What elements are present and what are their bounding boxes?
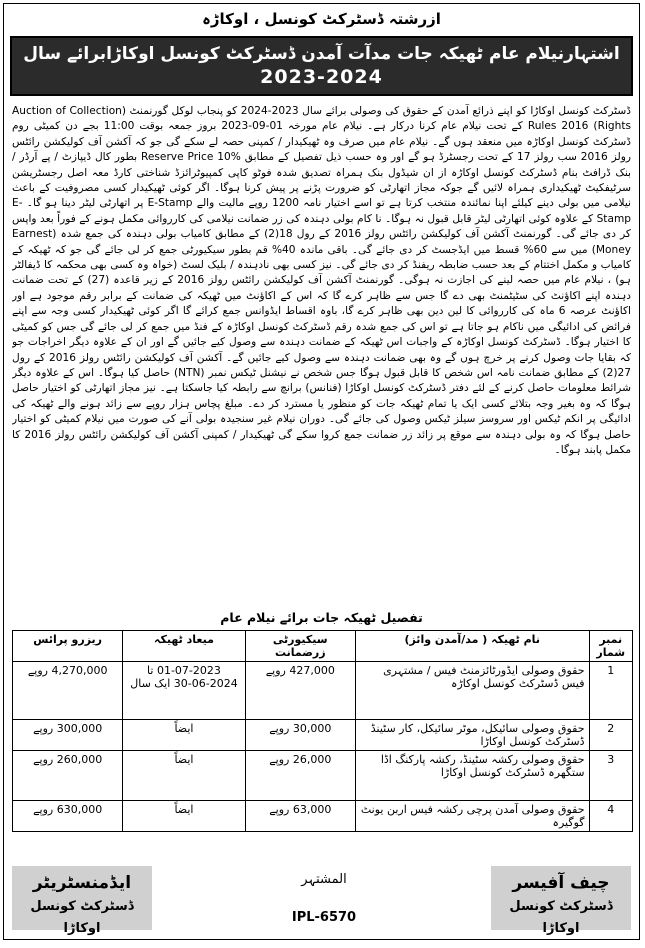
row-name: حقوق وصولی سائیکل، موٹر سائیکل، کار سٹینڈ ڈسٹرکٹ کونسل اوکاڑا [355,720,589,751]
row-security: 427,000 روپے [245,662,355,720]
table-row [13,720,633,751]
table-row [13,801,633,832]
chief-officer-office: ڈسٹرکٹ کونسل اوکاڑا [509,899,613,936]
row-security: 30,000 روپے [245,720,355,751]
lots-table-heading: تفصیل ٹھیکہ جات برائے نیلام عام [220,610,423,625]
col-reserve: ریزرو پرائس [13,631,123,662]
row-reserve: 630,000 روپے [13,801,123,832]
title-urdu: اشتہارنیلام عام ٹھیکہ جات مدآت آمدن ڈسٹرکٹ کونسل اوکاڑابرائے سال [23,44,620,64]
lots-table [12,630,633,832]
row-serial: 3 [589,751,632,801]
notice-page [3,3,640,940]
administrator-title: ایڈمنسٹریٹر [32,873,132,893]
table-row [13,751,633,801]
notice-body-text: ڈسٹرکٹ کونسل اوکاڑا کو اپنے ذرائع آمدن کے حقوق کی وصولی برائے سال 2023-2024 کو پنجاب لوکل گورنمنٹ (Auction of Collection Rights) Rules 2016 کے تحت نیلام عام کرنا درکار ہے۔ نیلام عام مورخہ 01-09-2023 بروز جمعہ بوقت 11:00 بجے دن کمیٹی روم ڈسٹرکٹ کونسل اوکاڑہ میں منعقد ہوں گے۔ نیلام عام میں صرف وہ ٹھیکیدار / کمپنی حصہ لے سکے گی جو کہ آکشن آف کولیکشن رائٹس رولز 2016 سب رولز 17 کے تحت رجسٹرڈ ہو گے اور وہ حسب ذیل تفصیل کے مطابق Reserve Price 10% بطور کال ڈیپازٹ / پے آرڈر / بنک ڈرافٹ بنام ڈسٹرکٹ کونسل اوکاڑہ از ان شیڈول بنک ہمراہ تصدیق شدہ فوٹو کاپی کمپیوٹرائزڈ شناختی کارڈ معہ اصل رجسٹریشن سرٹیفکیٹ ٹھیکیداری ہمراہ لائیں گے جوکہ مجاز اتھارٹی کو ضرورت پڑنے پر پیش کرنا ہوگا۔ اگر کوئی ٹھیکیدار کسی مصروفیت کے باعث نیلامی میں بولی دینے کیلئے اپنا نمائندہ منتخب کرتا ہے تو اسے اختیار نامہ 1200 روپے مالیت والے E-Stamp پر اتھارٹی لیٹر دینا ہو گا۔ E-Stamp کے علاوہ کوئی اتھارٹی لیٹر قابل قبول نہ ہوگا۔ نا کام بولی دہندہ کی زر ضمانت نیلامی کی کارروائی مکمل ہونے کے فوراً بعد واپس کر دی جائے گی۔ گورنمنٹ آکشن آف کولیکشن رائٹس رولز 2016 کے رول 18(2) کے مطابق کامیاب بولی دہندہ کی جمع شدہ (Earnest Money) میں سے 60% قسط میں ایڈجسٹ کر دی جائے گی۔ باقی ماندہ 40% قم بطور سیکیورٹی جمع کر لی جائے گی جو کہ ٹھیکہ کے کامیاب و مکمل اختتام کے بعد حسب ضابطہ ریفنڈ کر دی جائے گی۔ نیز کسی بھی نادہندہ / بلیک لسٹ (خواہ وہ کسی بھی محکمہ کا ڈیفالٹر ہو) ، نیلام عام میں حصہ لینے کی اجازت نہ ہوگی۔ گورنمنٹ آکشن آف کولیکشن رائٹس رولز 2016 کے زیر قاعدہ (27) کے تحت ضمانت دہندہ اپنے اکاؤنٹ کی سٹیٹمنٹ بھی دے گا جس سے ظاہر کرے گا کہ اس کے اکاؤنٹ میں ٹھیکہ کی ضمانت کے برابر رقم موجود ہے اور اکاؤنٹ عرصہ 6 ماہ کی کارروائی کا لین دین بھی ظاہر کرے گا، باوہ اقساط ایڈوانس جمع کرائے گا اگر کوئی ٹھیکیدار کسی وجہ سے اپنے فرائض کی ادائیگی میں ناکام ہو جاتا ہے تو اس کی جمع شدہ رقم ڈسٹرکٹ کونسل اوکاڑہ کے فنڈ میں جمع کر لی جائے گی جس کو کمیٹی کا اختیار ہوگا۔ ڈسٹرکٹ کونسل اوکاڑہ کے واجبات اس ٹھیکہ کے ضمانت دہندہ سے وصول کیے جائیں گے اور ان کے علاوہ دیگر اخراجات جو کہ بقایا جات وصول کرنے پر خرچ ہوں گے وہ بھی ضمانت دہندہ سے وصول کیے جائیں گے۔ آکشن آف کولیکشن رائٹس رولز 2016 کے رول 27(2) کے مطابق ضمانت نامہ اس شخص کا قابل قبول ہوگا جس شخص نے نیشنل ٹیکس نمبر (NTN) حاصل کیا ہوگا۔ اس کے علاوہ دیگر شرائط معلومات حاصل کرنے کے لئے دفتر ڈسٹرکٹ کونسل اوکاڑا (فنانس) برانچ سے رابطہ کیا جاسکتا ہے۔ نیز مجاز اتھارٹی کو اختیار حاصل ہوگا کہ وہ بغیر وجہ بتلائے کسی ایک یا تمام ٹھیکہ جات کو منظور یا مسترد کر دے۔ مبلغ پچاس ہزار روپے سے زائد ہونے والے ٹھیکہ کی ادائیگی پر انکم ٹیکس اور سروسز سیلز ٹیکس وصول کی جائے گی۔ دوران نیلام غیر سنجیدہ بولی آنے کی صورت میں نیلام کمیٹی کو اختیار حاصل ہوگا کہ وہ بولی دہندہ سے موقع پر زائد زر ضمانت جمع کروا سکے گی ٹھیکیدار / کمپنی آکشن آف کولیکشن رائٹس رولز 2016 کا مکمل پابند ہوگا۔ [12,105,631,456]
row-name: حقوق وصولی آمدن پرچی رکشہ فیس اربن یونٹ گوگیرہ [355,801,589,832]
row-serial: 4 [589,801,632,832]
row-security: 63,000 روپے [245,801,355,832]
row-period: ایضاً [123,751,245,801]
row-name: حقوق وصولی رکشہ سٹینڈ، رکشہ پارکنگ اڈا ستگھرہ ڈسٹرکٹ کونسل اوکاڑا [355,751,589,801]
publisher-label: المشتہر [301,872,347,887]
col-security: سیکیورٹی زرضمانت [245,631,355,662]
footer [4,866,639,938]
row-period: ایضاً [123,801,245,832]
row-period: ایضاً [123,720,245,751]
row-period [123,662,245,720]
administrator-signature-box [12,866,152,936]
ipl-code: IPL-6570 [291,910,357,925]
row-security: 26,000 روپے [245,751,355,801]
table-row [13,662,633,720]
col-period: میعاد ٹھیکہ [123,631,245,662]
row-period-from: 01-07-2023 تا [147,664,221,677]
row-reserve: 300,000 روپے [13,720,123,751]
administrator-office: ڈسٹرکٹ کونسل اوکاڑا [30,899,134,936]
row-period-to: 30-06-2024 ایک سال [130,677,238,690]
title-banner [10,36,633,96]
row-reserve: 260,000 روپے [13,751,123,801]
row-serial: 2 [589,720,632,751]
issuer-line: ازرشتہ ڈسٹرکٹ کونسل ، اوکاڑہ [202,10,441,28]
col-serial: نمبر شمار [589,631,632,662]
chief-officer-title: چیف آفیسر [512,873,610,893]
row-serial: 1 [589,662,632,720]
col-name: نام ٹھیکہ ( مد/آمدن وائز) [355,631,589,662]
chief-officer-signature-box [491,866,631,936]
row-name: حقوق وصولی ایڈورٹائزمنٹ فیس / مشتہری فیس ڈسٹرکٹ کونسل اوکاڑہ [355,662,589,720]
row-reserve: 4,270,000 روپے [13,662,123,720]
title-years: 2023-2024 [260,66,383,88]
lots-table-header-row [13,631,633,662]
